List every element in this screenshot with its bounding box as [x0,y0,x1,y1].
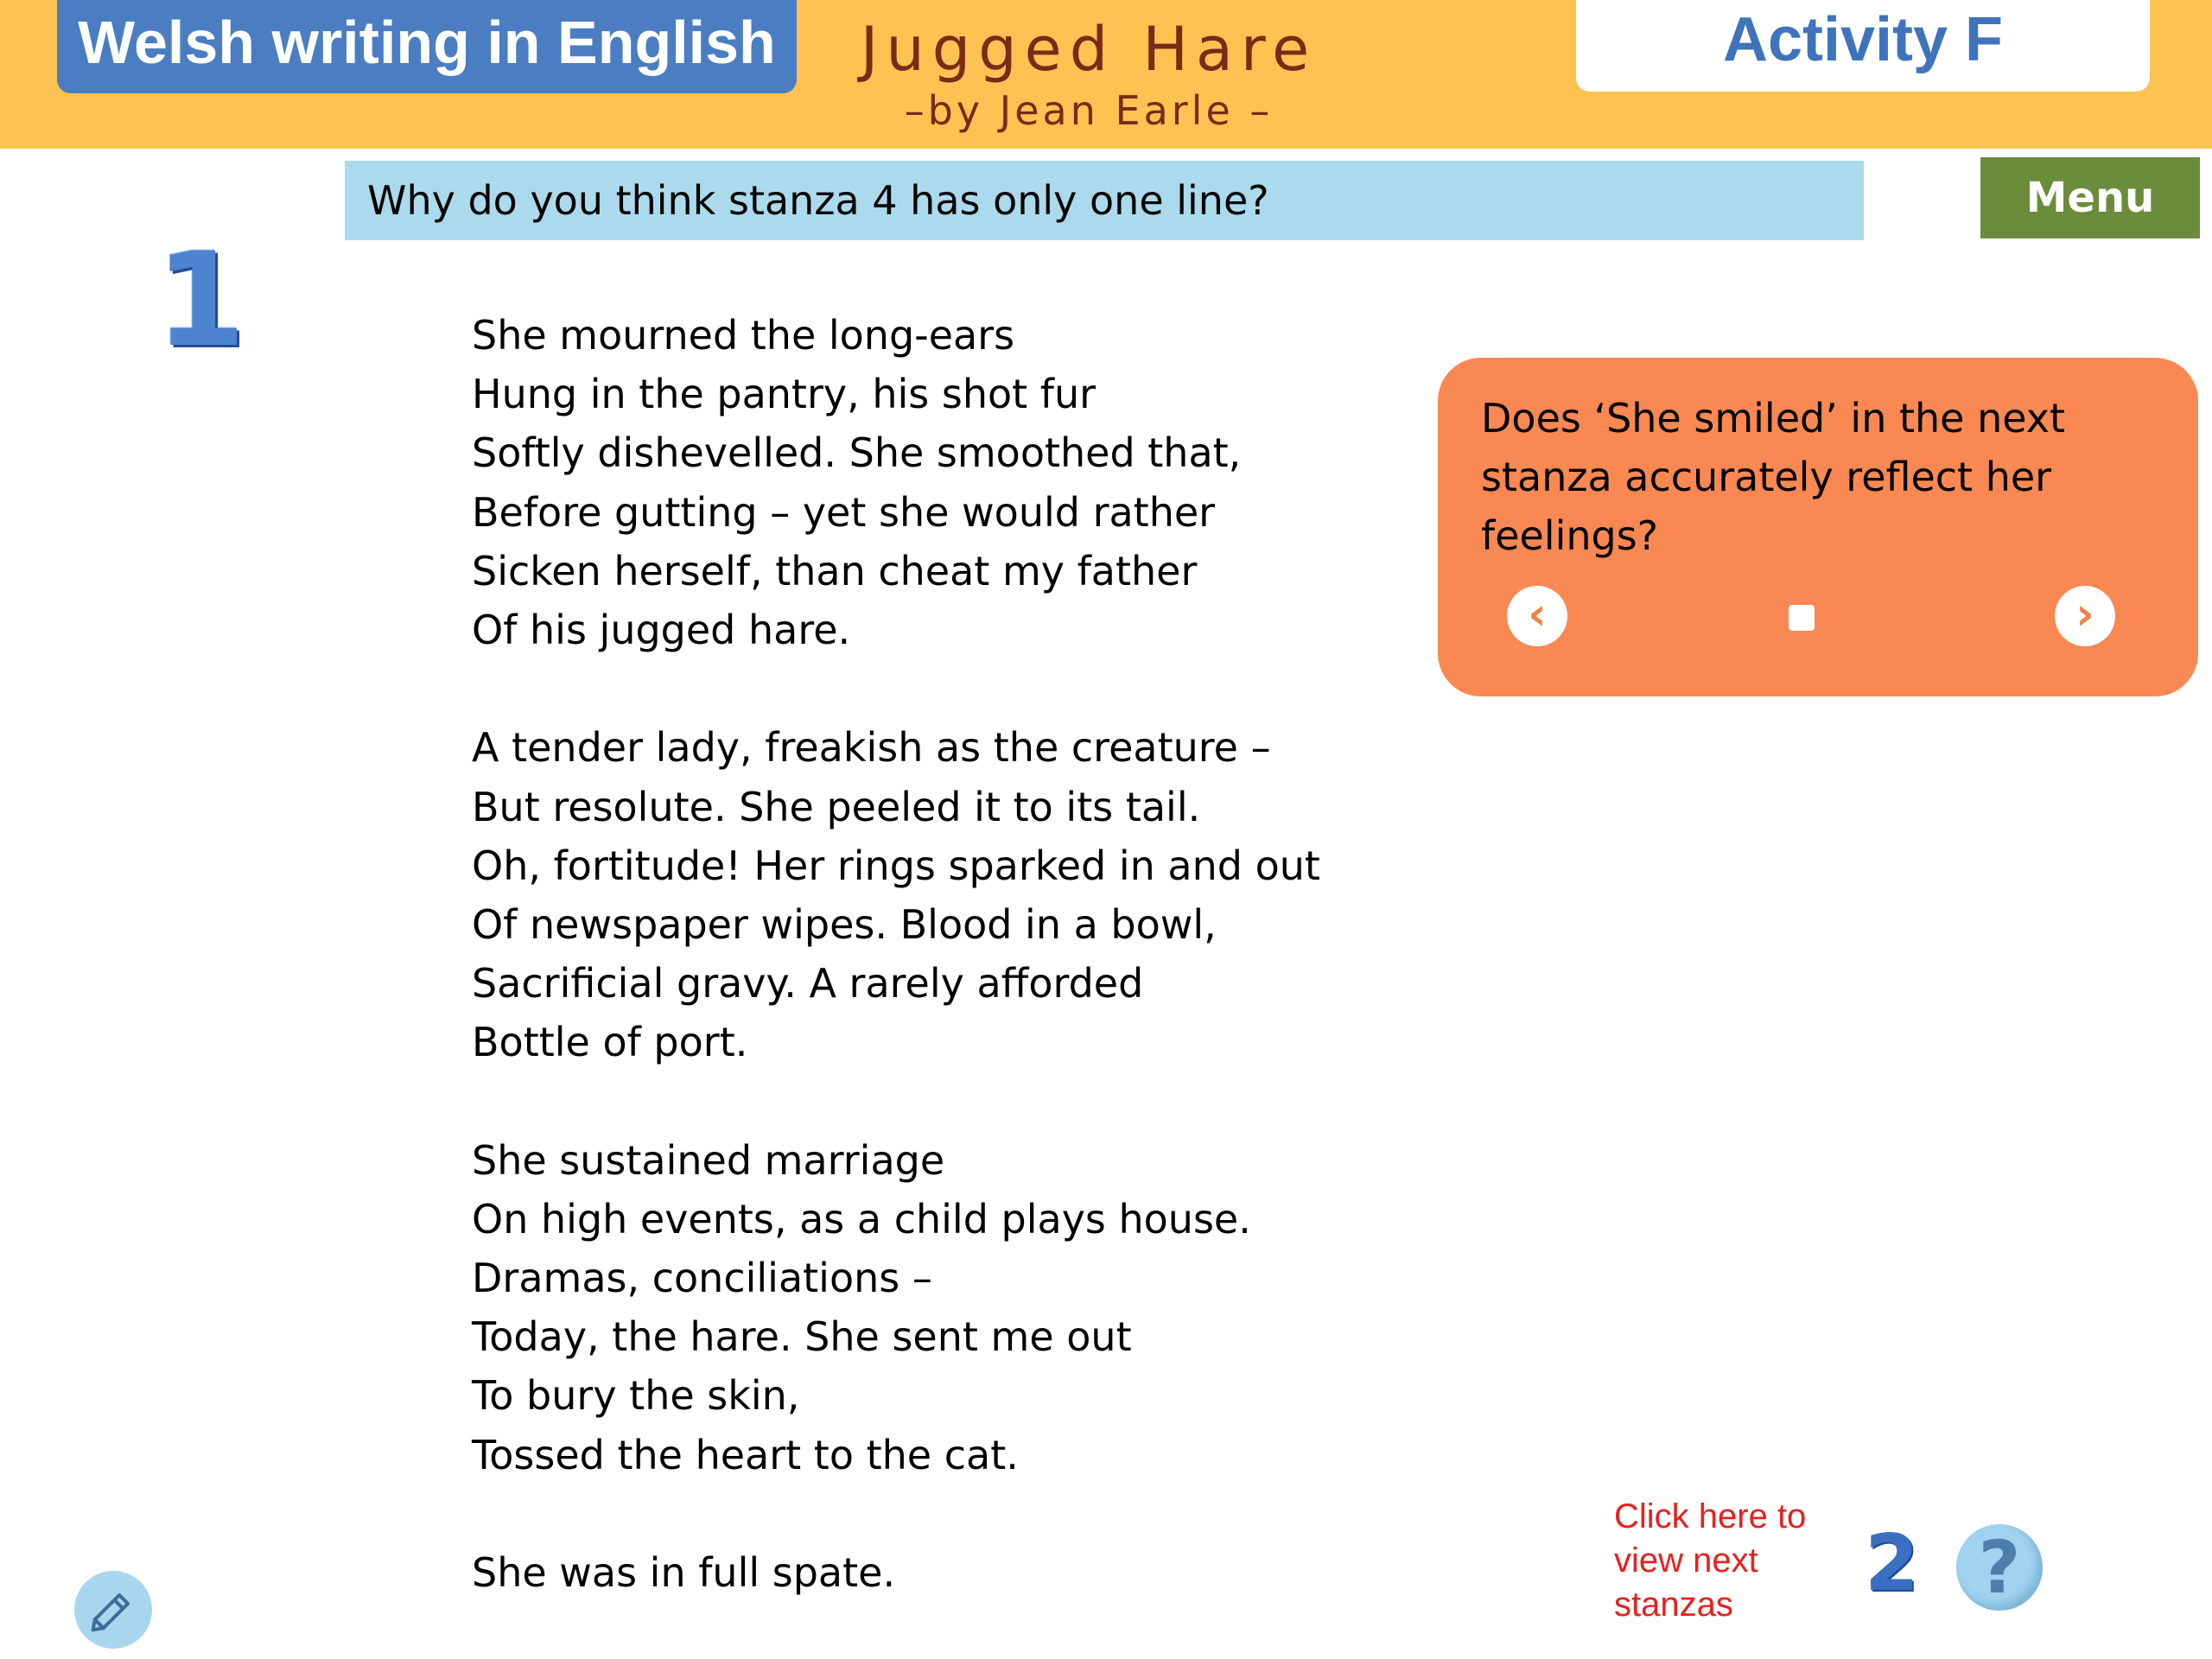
next-stanza-button[interactable]: 2 [1865,1518,1919,1609]
poem-line: Sacrificial gravy. A rarely afforded [472,960,1144,1007]
prompt-card [1438,358,2198,696]
chevron-left-icon[interactable]: ‹ [1507,586,1567,646]
stanza-gap [472,1071,1440,1130]
stanza-gap [472,1484,1440,1543]
menu-button[interactable]: Menu [1980,157,2200,238]
activity-label: Activity F [1576,0,2150,92]
section-tag: Welsh writing in English [57,0,797,93]
question-mark-icon: ? [1978,1525,2021,1610]
poem-line: To bury the skin, [472,1372,800,1420]
poem-line: But resolute. She peeled it to its tail. [472,783,1201,830]
stanza-gap [472,659,1440,718]
pencil-icon [74,1571,152,1649]
poem-line: Bottle of port. [472,1019,748,1066]
poem-line: A tender lady, freakish as the creature – [472,724,1271,772]
poem-line: She was in full spate. [472,1548,896,1596]
header-bar [0,0,2212,149]
poem-line: Tossed the heart to the cat. [472,1431,1019,1478]
pencil-button[interactable] [74,1571,152,1649]
poem-line: Hung in the pantry, his shot fur [472,371,1096,418]
next-stanzas-hint: Click here to view next stanzas [1614,1497,1807,1624]
poem-line: Before gutting – yet she would rather [472,488,1216,536]
poem-line: She sustained marriage [472,1136,945,1184]
poem-line: Softly dishevelled. She smoothed that, [472,429,1242,477]
poem-line: Sicken herself, than cheat my father [472,547,1198,594]
poem-line: On high events, as a child plays house. [472,1195,1251,1243]
poem-line: Today, the hare. She sent me out [472,1313,1132,1361]
question-bar: Why do you think stanza 4 has only one line? [345,161,1864,240]
stanza [472,718,1440,1071]
help-button[interactable] [1956,1524,2043,1611]
prompt-text: Does ‘She smiled’ in the next stanza accurately reflect her feelings? [1481,395,2066,559]
stanza [472,1131,1440,1484]
stanza [472,306,1440,659]
stanza [472,1543,1440,1602]
poem-text [472,306,1440,1602]
poem-author: –by Jean Earle – [904,87,1274,134]
pager-dot[interactable] [1789,605,1815,631]
poem-line: Dramas, conciliations – [472,1255,932,1301]
chevron-right-icon[interactable]: › [2055,586,2115,646]
stanza-number: 1 [156,226,246,376]
poem-title: Jugged Hare [860,14,1318,85]
poem-line: Oh, fortitude! Her rings sparked in and out [472,842,1320,889]
poem-line: She mourned the long-ears [472,312,1015,359]
poem-line: Of newspaper wipes. Blood in a bowl, [472,900,1217,948]
poem-line: Of his jugged hare. [472,606,851,653]
